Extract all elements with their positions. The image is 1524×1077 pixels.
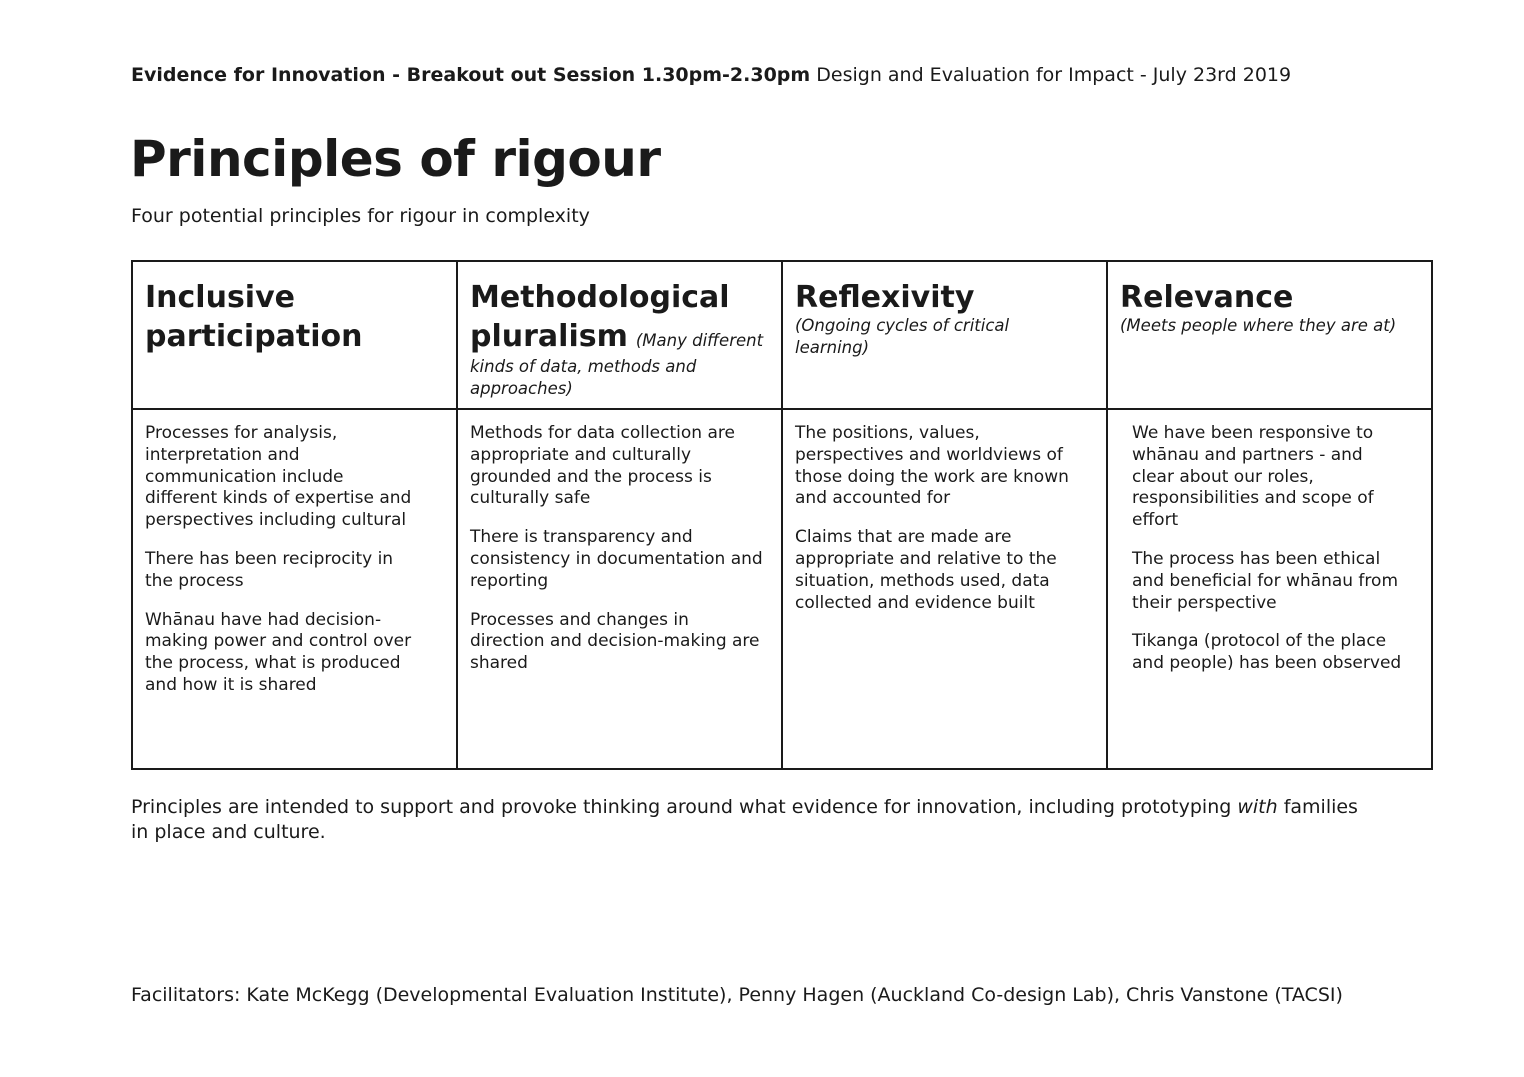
- session-header-bold: Evidence for Innovation - Breakout out Session 1.30pm-2.30pm: [131, 64, 811, 86]
- principle-point: The positions, values, perspectives and worldviews of those doing the work are known and accounted for: [795, 423, 1069, 509]
- footnote-text-after: families in place and culture.: [131, 796, 1358, 843]
- principle-point: There is transparency and consistency in documentation and reporting: [470, 527, 763, 591]
- principles-footnote: [131, 795, 1361, 845]
- principle-point: Processes and changes in direction and decision-making are shared: [470, 609, 760, 674]
- principle-body-methodological-pluralism: [457, 409, 782, 769]
- principles-header-row: [132, 261, 1432, 409]
- principle-point: Processes for analysis, interpretation and communication include different kinds of expertise and perspectives including cultural: [145, 423, 412, 531]
- session-header: [131, 64, 1291, 86]
- principle-header-methodological-pluralism: [457, 261, 782, 409]
- session-header-regular: Design and Evaluation for Impact - July 23rd 2019: [810, 64, 1292, 86]
- principle-header-inclusive-participation: [132, 261, 457, 409]
- principle-body-reflexivity: [782, 409, 1107, 769]
- facilitators-line: Facilitators: Kate McKegg (Developmental Evaluation Institute), Penny Hagen (Auckland Co-design Lab), Chris Vanstone (TACSI): [131, 984, 1343, 1006]
- page-subtitle: Four potential principles for rigour in complexity: [131, 205, 590, 227]
- principle-note: (Meets people where they are at): [1120, 316, 1397, 335]
- footnote-text: Principles are intended to support and provoke thinking around what evidence for innovation, including prototyping: [131, 796, 1238, 818]
- principle-note: (Many different kinds of data, methods and approaches): [470, 331, 764, 398]
- principle-header-relevance: [1107, 261, 1432, 409]
- principle-point: Tikanga (protocol of the place and people) has been observed: [1132, 631, 1402, 674]
- principle-point: We have been responsive to whānau and partners - and clear about our roles, responsibilities and scope of effort: [1132, 423, 1374, 531]
- principle-title: Inclusive participation: [145, 280, 363, 354]
- principle-point: Claims that are made are appropriate and relative to the situation, methods used, data collected and evidence built: [795, 527, 1057, 613]
- principle-point: There has been reciprocity in the process: [145, 548, 394, 591]
- principle-point: Whānau have had decision-making power and control over the process, what is produced and how it is shared: [145, 609, 412, 695]
- page-title: Principles of rigour: [130, 130, 661, 188]
- footnote-emphasis: with: [1237, 796, 1278, 818]
- principle-title: Reflexivity: [795, 280, 975, 315]
- principle-header-reflexivity: [782, 261, 1107, 409]
- principles-table: [131, 260, 1433, 770]
- principle-note: (Ongoing cycles of critical learning): [795, 316, 1010, 357]
- principle-title: Methodological pluralism: [470, 280, 730, 354]
- principle-point: The process has been ethical and beneficial for whānau from their perspective: [1132, 548, 1398, 613]
- principle-title: Relevance: [1120, 280, 1294, 315]
- principle-point: Methods for data collection are appropriate and culturally grounded and the process is culturally safe: [470, 423, 735, 509]
- principles-body-row: [132, 409, 1432, 769]
- principle-body-relevance: [1107, 409, 1432, 769]
- principle-body-inclusive-participation: [132, 409, 457, 769]
